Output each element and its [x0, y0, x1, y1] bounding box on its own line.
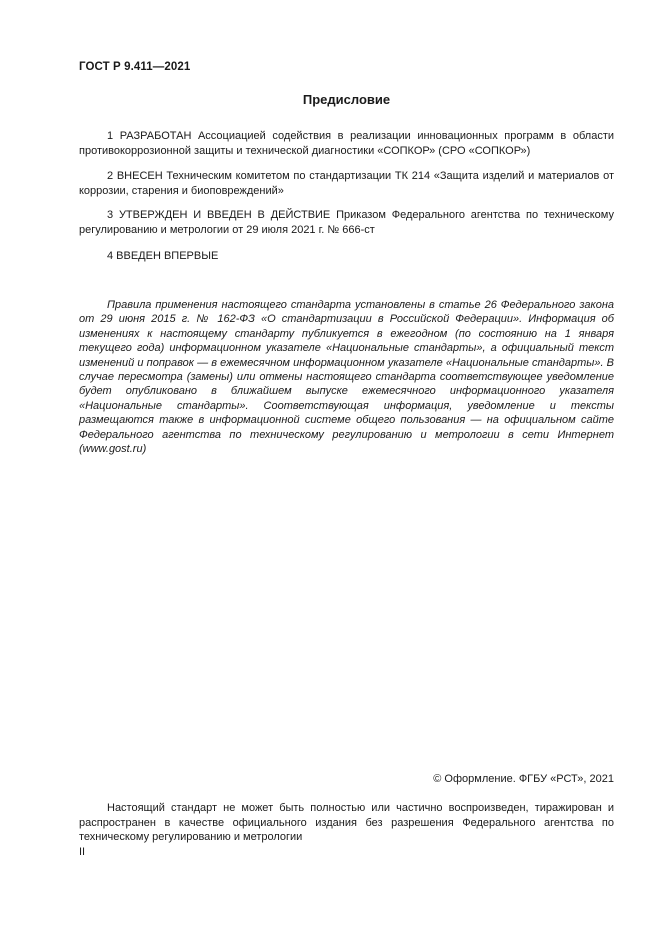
page-number: II	[79, 846, 86, 858]
page-title: Предисловие	[302, 92, 391, 107]
reproduction-rights-notice: Настоящий стандарт не может быть полностью или частично воспроизведен, тиражирован и распространен в качестве официального издания без разрешения Федерального агентства по техническому регулированию и метрологии	[79, 802, 614, 843]
foreword-item-4: 4 ВВЕДЕН ВПЕРВЫЕ	[107, 250, 219, 262]
foreword-item-3: 3 УТВЕРЖДЕН И ВВЕДЕН В ДЕЙСТВИЕ Приказом Федерального агентства по техническому регулированию и метрологии от 29 июля 2021 г. № 666-ст	[79, 209, 614, 236]
document-code: ГОСТ Р 9.411—2021	[79, 61, 191, 73]
foreword-item-2: 2 ВНЕСЕН Техническим комитетом по стандартизации ТК 214 «Защита изделий и материалов от коррозии, старения и биоповреждений»	[79, 170, 614, 197]
application-rules-note: Правила применения настоящего стандарта установлены в статье 26 Федерального закона от 29 июня 2015 г. № 162-ФЗ «О стандартизации в Российской Федерации». Информация об изменениях к настоящему стандарту публикуется в ежегодном (по состоянию на 1 января текущего года) информационном указателе «Национальные стандарты», а официальный текст изменений и поправок — в ежемесячном информационном указателе «Национальные стандарты». В случае пересмотра (замены) или отмены настоящего стандарта соответствующее уведомление будет опубликовано в ближайшем выпуске ежемесячного информационного указателя «Национальные стандарты». Соответствующая информация, уведомление и тексты размещаются также в информационной системе общего пользования — на официальном сайте Федерального агентства по техническому регулированию и метрологии в сети Интернет (www.gost.ru)	[79, 299, 614, 456]
foreword-item-1: 1 РАЗРАБОТАН Ассоциацией содействия в реализации инновационных программ в области противокоррозионной защиты и технической диагностики «СОПКОР» (СРО «СОПКОР»)	[79, 130, 614, 157]
copyright-notice: © Оформление. ФГБУ «РСТ», 2021	[433, 773, 614, 785]
